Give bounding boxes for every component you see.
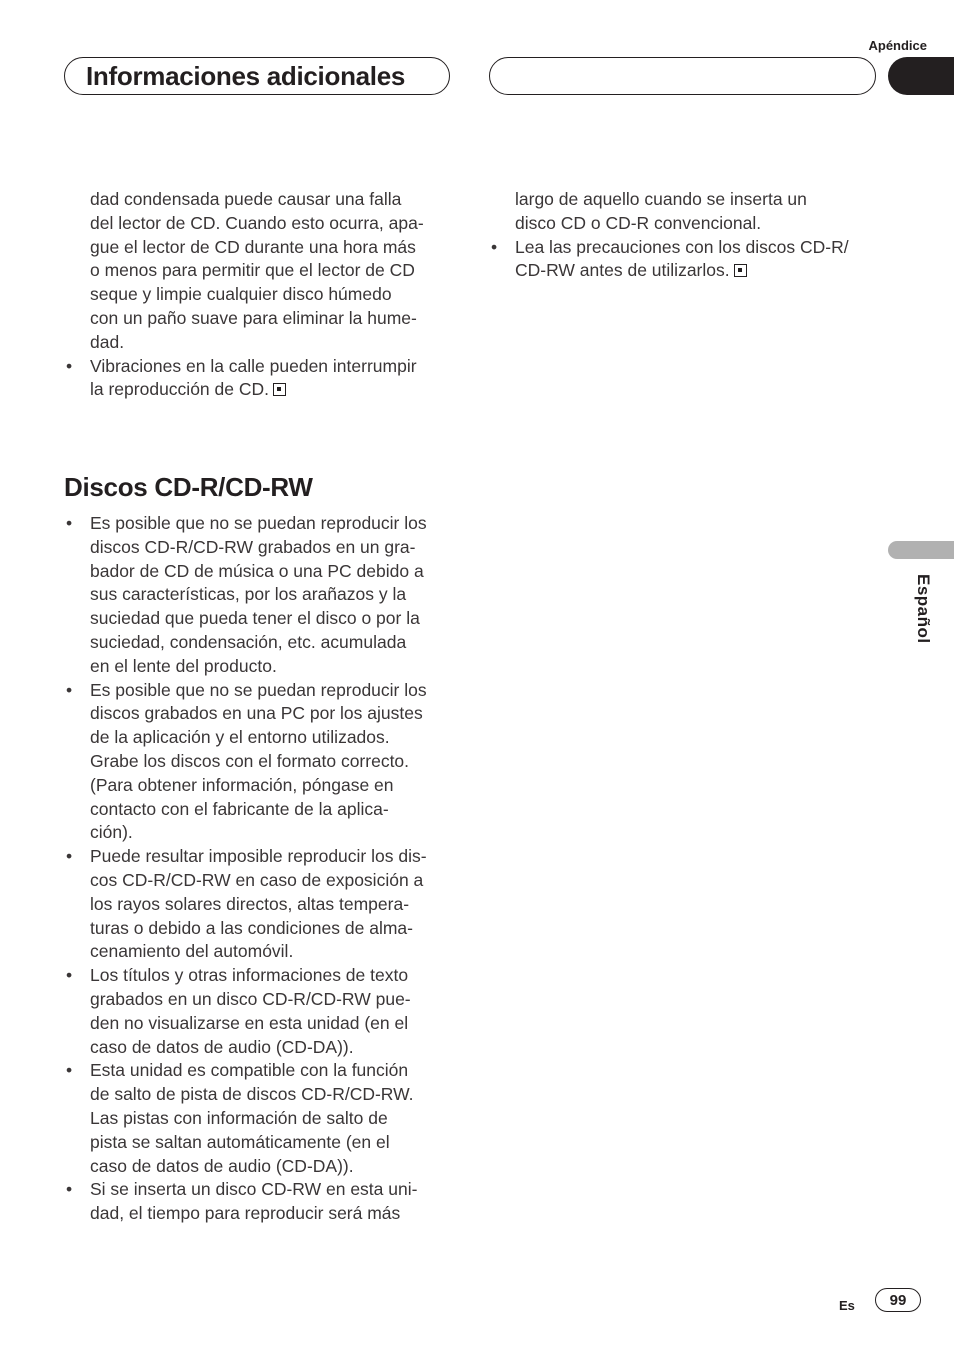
text-line: bador de CD de música o una PC debido a <box>90 560 424 581</box>
chapter-title: Informaciones adicionales <box>86 60 406 91</box>
bullet-icon: • <box>491 236 498 257</box>
continued-paragraph <box>489 188 879 236</box>
section-end-icon <box>273 383 286 396</box>
bullet-item <box>64 679 427 846</box>
bullet-icon: • <box>66 1060 73 1081</box>
page-number: 99 <box>875 1288 921 1312</box>
language-label: Español <box>914 574 933 644</box>
bullet-item <box>64 1059 427 1178</box>
empty-header-pill <box>489 57 876 95</box>
text-line: dad condensada puede causar una falla <box>90 189 402 209</box>
text-line: Los títulos y otras informaciones de texto <box>90 965 409 986</box>
continued-paragraph <box>64 188 454 355</box>
text-line: del lector de CD. Cuando esto ocurra, apa- <box>90 212 424 233</box>
text-line: la reproducción de CD. <box>90 379 269 400</box>
bullet-item-vibrations <box>64 355 454 403</box>
text-line: disco CD o CD-R convencional. <box>515 212 762 233</box>
bullet-item-precautions <box>489 236 879 284</box>
text-line: de salto de pista de discos CD-R/CD-RW. <box>90 1084 414 1105</box>
text-line: dad, el tiempo para reproducir será más <box>90 1203 401 1224</box>
text-line: den no visualizarse en esta unidad (en el <box>90 1012 409 1033</box>
text-line: discos grabados en una PC por los ajustes <box>90 703 423 724</box>
text-line: con un paño suave para eliminar la hume- <box>90 307 417 328</box>
bullet-icon: • <box>66 965 73 986</box>
text-line: en el lente del producto. <box>90 655 277 676</box>
text-line: discos CD-R/CD-RW grabados en un gra- <box>90 536 416 557</box>
bullet-icon: • <box>66 1179 73 1200</box>
text-line: los rayos solares directos, altas tempera- <box>90 893 410 914</box>
footer-language-code: Es <box>839 1298 855 1313</box>
text-line-with-end-mark <box>515 259 879 283</box>
text-line: caso de datos de audio (CD-DA)). <box>90 1036 354 1057</box>
language-tab-marker <box>888 541 954 559</box>
text-line: gue el lector de CD durante una hora más <box>90 236 416 257</box>
text-line: seque y limpie cualquier disco húmedo <box>90 284 392 305</box>
bullet-item <box>64 964 427 1059</box>
left-column <box>64 188 454 402</box>
bullet-icon: • <box>66 846 73 867</box>
text-line: Si se inserta un disco CD-RW en esta uni- <box>90 1179 418 1200</box>
bullet-icon: • <box>66 513 73 533</box>
bullet-icon: • <box>66 355 73 376</box>
text-line: CD-RW antes de utilizarlos. <box>515 260 730 281</box>
text-line: turas o debido a las condiciones de alma- <box>90 917 413 938</box>
text-line: Grabe los discos con el formato correcto. <box>90 750 410 771</box>
text-line: sus características, por los arañazos y la <box>90 584 407 605</box>
right-column <box>489 188 879 283</box>
text-line: cenamiento del automóvil. <box>90 941 294 962</box>
text-line: Esta unidad es compatible con la función <box>90 1060 409 1081</box>
text-line: Vibraciones en la calle pueden interrumpir <box>90 355 417 376</box>
text-line: de la aplicación y el entorno utilizados. <box>90 727 390 748</box>
bullet-item <box>64 845 427 964</box>
text-line: grabados en un disco CD-R/CD-RW pue- <box>90 988 411 1009</box>
section-bullet-list <box>64 512 427 1226</box>
text-line: suciedad que pueda tener el disco o por la <box>90 608 420 629</box>
text-line: ción). <box>90 822 133 843</box>
text-line: dad. <box>90 331 125 352</box>
text-line-with-end-mark <box>90 378 454 402</box>
chapter-tab-marker <box>888 57 954 95</box>
text-line: (Para obtener información, póngase en <box>90 774 394 795</box>
section-header-pill <box>64 57 450 95</box>
text-line: pista se saltan automáticamente (en el <box>90 1131 390 1152</box>
text-line: Lea las precauciones con los discos CD-R/ <box>515 236 849 257</box>
text-line: o menos para permitir que el lector de CD <box>90 260 415 281</box>
section-heading: Discos CD-R/CD-RW <box>64 472 313 502</box>
text-line: Es posible que no se puedan reproducir los <box>90 679 427 700</box>
bullet-item <box>64 1178 427 1226</box>
text-line: Las pistas con información de salto de <box>90 1107 388 1128</box>
text-line: largo de aquello cuando se inserta un <box>515 189 807 209</box>
bullet-item <box>64 512 427 679</box>
appendix-label: Apéndice <box>868 38 927 53</box>
bullet-icon: • <box>66 679 73 700</box>
text-line: Puede resultar imposible reproducir los dis- <box>90 846 427 867</box>
text-line: caso de datos de audio (CD-DA)). <box>90 1155 354 1176</box>
text-line: contacto con el fabricante de la aplica- <box>90 798 389 819</box>
text-line: Es posible que no se puedan reproducir los <box>90 513 427 533</box>
text-line: suciedad, condensación, etc. acumulada <box>90 631 407 652</box>
text-line: cos CD-R/CD-RW en caso de exposición a <box>90 869 424 890</box>
section-end-icon <box>734 264 747 277</box>
